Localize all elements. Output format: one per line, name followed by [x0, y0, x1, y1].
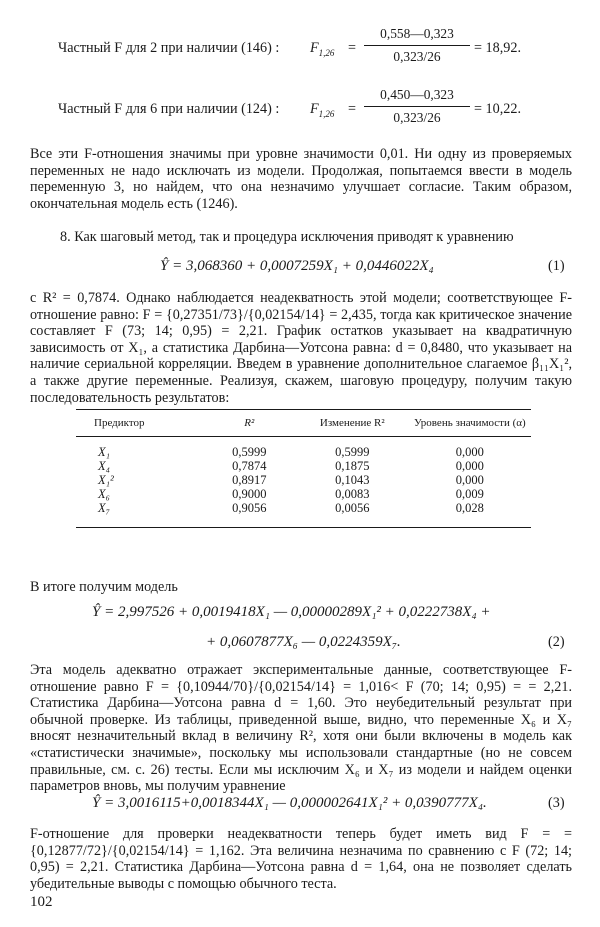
paragraph-3: с R² = 0,7874. Однако наблюдается неадекватность этой модели; соответствующее F-отношение равно: F = {0,27351/73}/{0,02154/14} = 2,435, тогда как критическое значение составляет F (73; 14; 0,95) = 2,21. График остатков указывает на квадратичную зависимость от X₁, а статистика Дарбина—Уотсона равна: d = 0,8480, что указывает на наличие сериальной корреляции. Введем в уравнение дополнительное слагаемое β₁₁X₁², а также другие переменные. Реализуя, скажем, шаговую процедуру, получим такую последовательность результатов: — [30, 290, 572, 406]
partial-f-symbol-1: $F_{1,26}$ — [310, 40, 335, 58]
results-table — [76, 409, 531, 528]
partial-f-fraction-1: 0,558—0,323 0,323/26 — [364, 26, 470, 65]
page-number: 102 — [30, 894, 53, 910]
partial-f-fraction-2: 0,450—0,323 0,323/26 — [364, 87, 470, 126]
partial-f-line-2: Частный F для 6 при наличии (124) : $F_{1,26}$ = 0,450—0,323 0,323/26 = 10,22. — [58, 87, 522, 125]
table-row: X₄ 0,7874 0,1875 0,000 — [98, 459, 484, 473]
table-row: X₁² 0,8917 0,1043 0,000 — [98, 473, 484, 487]
header-r2-change: Изменение R² — [296, 410, 409, 437]
partial-f-result-2: = 10,22. — [474, 101, 522, 117]
partial-f-line-1: Частный F для 2 при наличии (146) : $F_{1,26}$ = 0,558—0,323 0,323/26 = 18,92. — [58, 26, 522, 64]
equation-2-number: (2) — [548, 634, 565, 650]
header-predictor: Предиктор — [76, 410, 203, 437]
table-row: X₁ 0,5999 0,5999 0,000 — [98, 445, 484, 459]
header-significance: Уровень значимости (α) — [409, 410, 531, 437]
paragraph-6: F-отношение для проверки неадекватности теперь будет иметь вид F = = {0,12877/72}/{0,02154/14} = 1,162. Эта величина незначима по сравнению с F (72; 14; 0,95) = 2,21. Статистика Дарбина—Уотсона равна d = 1,64, она не позволяет сделать убедительные выводы с помощью обычного теста. — [30, 826, 572, 892]
paragraph-4: В итоге получим модель — [30, 579, 178, 595]
partial-f-label-1: Частный F для 2 при наличии (146) : — [58, 40, 280, 56]
partial-f-result-1: = 18,92. — [474, 40, 522, 56]
equation-3-number: (3) — [548, 795, 565, 811]
paragraph-2: 8. Как шаговый метод, так и процедура исключения приводят к уравнению — [60, 229, 514, 245]
equation-1: Ŷ = 3,068360 + 0,0007259X₁ + 0,0446022X₄ — [160, 258, 434, 274]
table-header-row — [76, 410, 531, 437]
paragraph-5: Эта модель адекватно отражает экспериментальные данные, соответствующее F-отношение равно F = {0,10944/70}/{0,02154/14} = 1,016< F (70; 14; 0,95) = = 2,21. Статистика Дарбина—Уотсона равна d = 1,60. Это неубедительный результат при обычной проверке. Из таблицы, приведенной выше, видно, что переменные X₆ и X₇ вносят незначительный вклад в величину R², хотя они были включены в модель как «статистически значимые», поскольку мы использовали стандартные (но не совсем правильные, см. с. 26) тесты. Если мы исключим X₆ и X₇ из модели и найдем оценки параметров вновь, мы получим уравнение — [30, 662, 572, 795]
partial-f-symbol-2: $F_{1,26}$ — [310, 101, 335, 119]
partial-f-label-2: Частный F для 6 при наличии (124) : — [58, 101, 280, 117]
table-row: X₇ 0,9056 0,0056 0,028 — [76, 501, 531, 528]
equation-1-number: (1) — [548, 258, 565, 274]
header-r2: R² — [203, 410, 296, 437]
equation-2-line-2: + 0,0607877X₆ — 0,0224359X₇. — [206, 634, 401, 650]
paragraph-1: Все эти F-отношения значимы при уровне значимости 0,01. Ни одну из проверяемых переменных не надо исключать из модели. Продолжая, попытаемся ввести в модель переменную 3, но найдем, что она незначимо улучшает согласие. Таким образом, окончательная модель есть (1246). — [30, 146, 572, 212]
table-row: X₆ 0,9000 0,0083 0,009 — [98, 487, 484, 501]
equation-3: Ŷ = 3,0016115+0,0018344X₁ — 0,000002641X₁² + 0,0390777X₄. — [92, 795, 487, 811]
equation-2-line-1: Ŷ = 2,997526 + 0,0019418X₁ — 0,00000289X₁² + 0,0222738X₄ + — [92, 604, 491, 620]
